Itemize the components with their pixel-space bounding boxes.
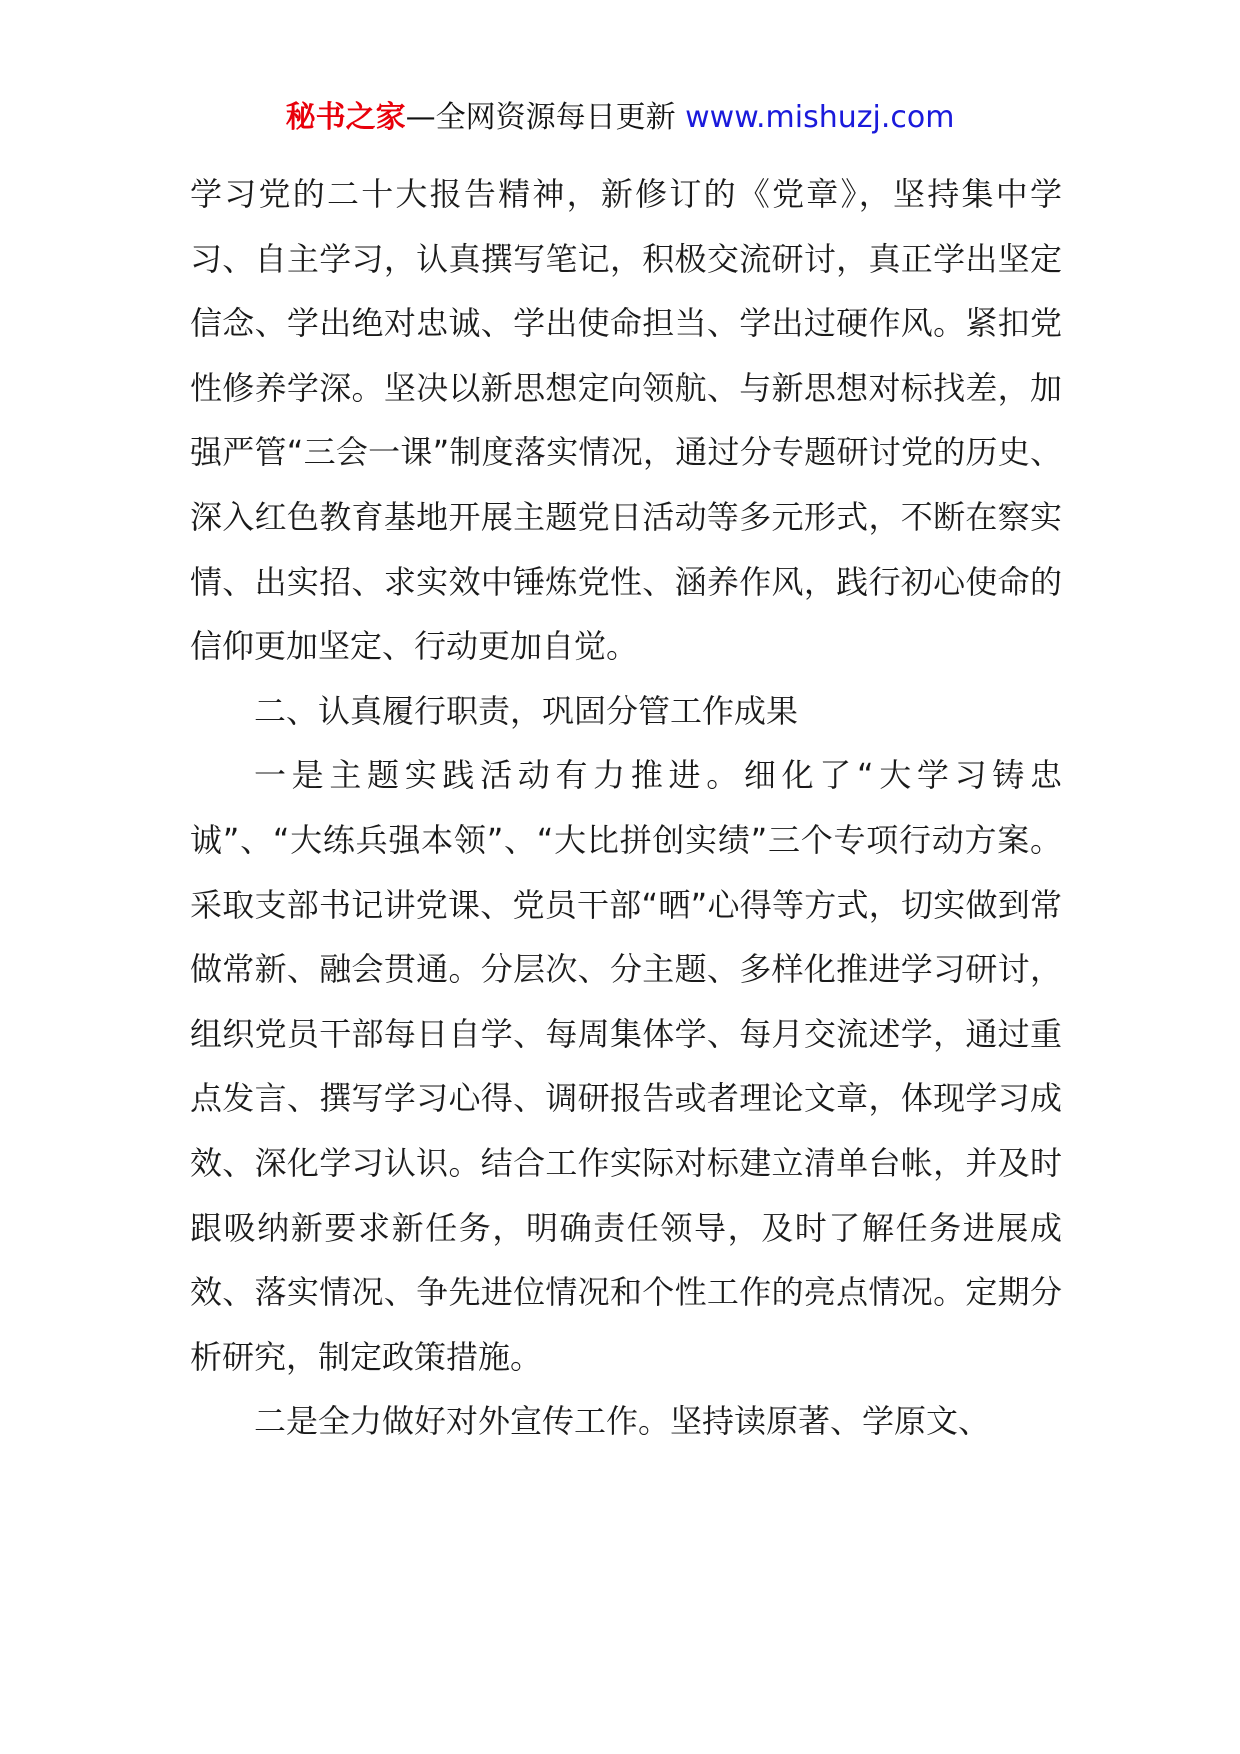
document-body bbox=[190, 162, 1062, 1454]
header-slogan: —全网资源每日更新 bbox=[405, 100, 686, 135]
section-heading: 二、认真履行职责，巩固分管工作成果 bbox=[254, 691, 799, 730]
paragraph-continued: 学习党的二十大报告精神，新修订的《党章》，坚持集中学习、自主学习，认真撰写笔记，积极交流研讨，真正学出坚定信念、学出绝对忠诚、学出使命担当、学出过硬作风。紧扣党性修养学深。坚决以新思想定向领航、与新思想对标找差，加强严管“三会一课”制度落实情况，通过分专题研讨党的历史、深入红色教育基地开展主题党日活动等多元形式，不断在察实情、出实招、求实效中锤炼党性、涵养作风，践行初心使命的信仰更加坚定、行动更加自觉。 bbox=[190, 175, 1062, 666]
brand-name: 秘书之家 bbox=[285, 100, 406, 135]
paragraph-theme-practice: 一是主题实践活动有力推进。细化了“大学习铸忠诚”、“大练兵强本领”、“大比拼创实绩”三个专项行动方案。采取支部书记讲党课、党员干部“晒”心得等方式，切实做到常做常新、融会贯通。分层次、分主题、多样化推进学习研讨，组织党员干部每日自学、每周集体学、每月交流述学，通过重点发言、撰写学习心得、调研报告或者理论文章，体现学习成效、深化学习认识。结合工作实际对标建立清单台帐，并及时跟吸纳新要求新任务，明确责任领导，及时了解任务进展成效、落实情况、争先进位情况和个性工作的亮点情况。定期分析研究，制定政策措施。 bbox=[190, 756, 1062, 1376]
paragraph-publicity: 二是全力做好对外宣传工作。坚持读原著、学原文、 bbox=[254, 1402, 991, 1441]
page-header bbox=[0, 98, 1240, 138]
website-link[interactable]: www.mishuzj.com bbox=[685, 100, 955, 135]
